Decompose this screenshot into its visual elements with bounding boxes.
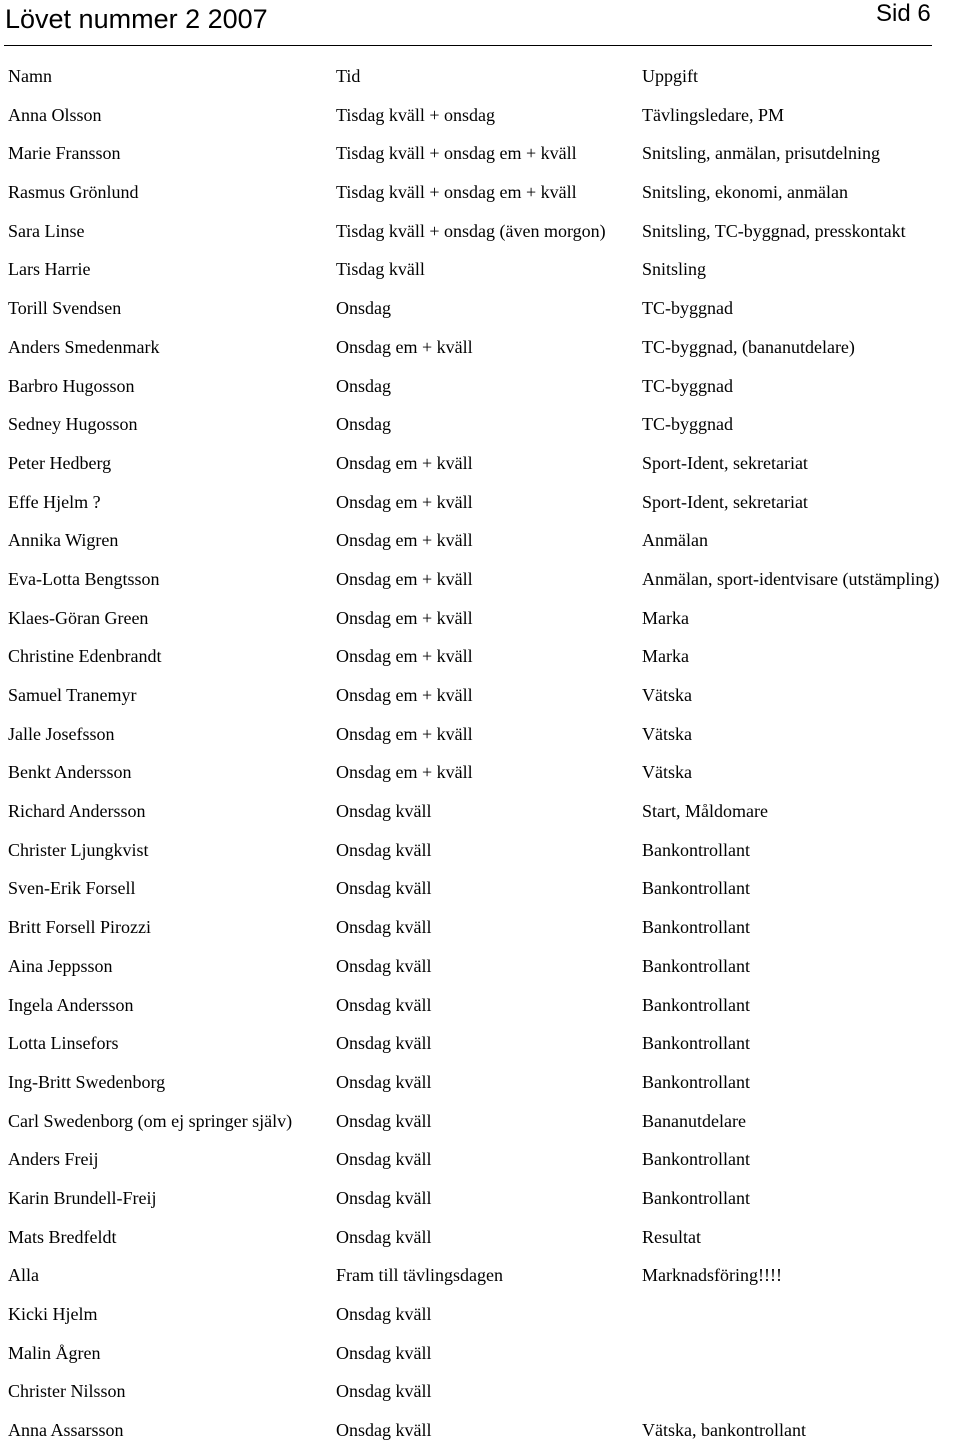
cell-time: Onsdag kväll bbox=[336, 1420, 432, 1441]
cell-task: Anmälan bbox=[642, 530, 708, 551]
cell-time: Onsdag kväll bbox=[336, 1110, 432, 1131]
cell-name: Eva-Lotta Bengtsson bbox=[8, 568, 160, 589]
cell-name: Mats Bredfeldt bbox=[8, 1226, 117, 1247]
table-row bbox=[0, 1294, 960, 1333]
cell-name: Kicki Hjelm bbox=[8, 1304, 98, 1324]
cell-name: Sedney Hugosson bbox=[8, 414, 138, 435]
page-header bbox=[0, 0, 960, 48]
cell-name: Klaes-Göran Green bbox=[8, 607, 149, 628]
cell-name: Aina Jeppsson bbox=[8, 955, 113, 976]
cell-time: Onsdag em + kväll bbox=[336, 530, 473, 551]
cell-time: Onsdag kväll bbox=[336, 1187, 432, 1208]
cell-task: Sport-Ident, sekretariat bbox=[642, 491, 808, 512]
cell-name: Anna Olsson bbox=[8, 104, 102, 125]
column-header-tid: Tid bbox=[336, 66, 361, 86]
cell-name: Barbro Hugosson bbox=[8, 375, 135, 396]
cell-time: Onsdag kväll bbox=[336, 1149, 432, 1170]
cell-task: TC-byggnad bbox=[642, 414, 733, 435]
cell-name: Annika Wigren bbox=[8, 530, 119, 551]
cell-task: Sport-Ident, sekretariat bbox=[642, 452, 808, 473]
cell-task: Snitsling, TC-byggnad, presskontakt bbox=[642, 220, 906, 241]
cell-name: Lars Harrie bbox=[8, 259, 91, 280]
cell-name: Marie Fransson bbox=[8, 143, 121, 164]
table-row bbox=[0, 95, 960, 134]
table-row bbox=[0, 675, 960, 714]
cell-time: Onsdag em + kväll bbox=[336, 685, 473, 705]
cell-name: Torill Svendsen bbox=[8, 298, 122, 319]
cell-name: Benkt Andersson bbox=[8, 762, 132, 783]
table-row bbox=[0, 1062, 960, 1101]
cell-task: Bankontrollant bbox=[642, 994, 750, 1015]
cell-task: Snitsling, anmälan, prisutdelning bbox=[642, 143, 880, 164]
cell-task: Bankontrollant bbox=[642, 839, 750, 860]
cell-task: Bananutdelare bbox=[642, 1110, 746, 1131]
cell-name: Carl Swedenborg (om ej springer själv) bbox=[8, 1110, 293, 1131]
cell-task: Bankontrollant bbox=[642, 1033, 750, 1054]
cell-task: Bankontrollant bbox=[642, 878, 750, 899]
table-row bbox=[0, 482, 960, 521]
cell-task: TC-byggnad, (bananutdelare) bbox=[642, 336, 855, 357]
cell-name: Richard Andersson bbox=[8, 801, 146, 822]
cell-task: Start, Måldomare bbox=[642, 801, 768, 822]
cell-time: Onsdag bbox=[336, 298, 391, 319]
cell-time: Onsdag kväll bbox=[336, 1071, 432, 1092]
table-row bbox=[0, 1217, 960, 1256]
table-row bbox=[0, 288, 960, 327]
page-number: Sid 6 bbox=[876, 0, 931, 27]
table-row bbox=[0, 1023, 960, 1062]
table-row bbox=[0, 946, 960, 985]
cell-name: Ingela Andersson bbox=[8, 994, 134, 1015]
cell-name: Christer Ljungkvist bbox=[8, 839, 149, 860]
cell-name: Britt Forsell Pirozzi bbox=[8, 917, 151, 938]
table-row bbox=[0, 1255, 960, 1294]
cell-time: Onsdag em + kväll bbox=[336, 452, 473, 473]
table-row bbox=[0, 1333, 960, 1372]
cell-name: Rasmus Grönlund bbox=[8, 182, 139, 203]
cell-name: Peter Hedberg bbox=[8, 452, 112, 473]
table-row bbox=[0, 133, 960, 172]
cell-name: Christine Edenbrandt bbox=[8, 646, 162, 667]
table-row bbox=[0, 520, 960, 559]
table-row bbox=[0, 404, 960, 443]
cell-time: Tisdag kväll + onsdag bbox=[336, 104, 495, 125]
cell-name: Christer Nilsson bbox=[8, 1381, 126, 1402]
cell-task: TC-byggnad bbox=[642, 298, 733, 319]
cell-time: Onsdag em + kväll bbox=[336, 568, 473, 589]
table-row bbox=[0, 868, 960, 907]
cell-task: Vätska bbox=[642, 723, 692, 744]
cell-time: Onsdag em + kväll bbox=[336, 646, 473, 667]
cell-task: Anmälan, sport-identvisare (utstämpling) bbox=[642, 568, 940, 589]
cell-name: Sven-Erik Forsell bbox=[8, 878, 136, 899]
cell-time: Onsdag em + kväll bbox=[336, 607, 473, 628]
document-title: Lövet nummer 2 2007 bbox=[5, 4, 268, 34]
cell-task: Vätska bbox=[642, 762, 692, 783]
cell-time: Onsdag kväll bbox=[336, 994, 432, 1015]
cell-name: Karin Brundell-Freij bbox=[8, 1187, 157, 1208]
table-row bbox=[0, 907, 960, 946]
cell-time: Onsdag bbox=[336, 414, 391, 435]
cell-name: Ing-Britt Swedenborg bbox=[8, 1071, 166, 1092]
table-row bbox=[0, 172, 960, 211]
cell-name: Jalle Josefsson bbox=[8, 723, 115, 744]
table-row bbox=[0, 327, 960, 366]
table-row bbox=[0, 443, 960, 482]
cell-task: Snitsling bbox=[642, 259, 707, 280]
volunteer-table bbox=[0, 56, 960, 1449]
cell-name: Alla bbox=[8, 1265, 39, 1286]
cell-name: Malin Ågren bbox=[8, 1342, 101, 1363]
cell-task: Bankontrollant bbox=[642, 917, 750, 938]
cell-time: Onsdag kväll bbox=[336, 839, 432, 860]
table-row bbox=[0, 791, 960, 830]
table-row bbox=[0, 211, 960, 250]
cell-time: Tisdag kväll + onsdag (även morgon) bbox=[336, 220, 606, 241]
table-row bbox=[0, 636, 960, 675]
table-row bbox=[0, 985, 960, 1024]
cell-time: Onsdag kväll bbox=[336, 1033, 432, 1054]
cell-time: Fram till tävlingsdagen bbox=[336, 1265, 503, 1286]
cell-task: Snitsling, ekonomi, anmälan bbox=[642, 182, 848, 203]
cell-task: Marka bbox=[642, 646, 689, 667]
cell-task: Vätska bbox=[642, 685, 692, 705]
table-row bbox=[0, 1139, 960, 1178]
table-row bbox=[0, 1178, 960, 1217]
cell-time: Onsdag em + kväll bbox=[336, 723, 473, 744]
cell-task: Tävlingsledare, PM bbox=[642, 104, 784, 125]
cell-task: TC-byggnad bbox=[642, 375, 733, 396]
cell-time: Onsdag em + kväll bbox=[336, 491, 473, 512]
cell-name: Anders Freij bbox=[8, 1149, 99, 1170]
cell-name: Effe Hjelm ? bbox=[8, 491, 101, 512]
column-header-namn: Namn bbox=[8, 66, 52, 86]
table-row bbox=[0, 249, 960, 288]
cell-time: Tisdag kväll + onsdag em + kväll bbox=[336, 143, 577, 164]
table-row bbox=[0, 1101, 960, 1140]
cell-time: Onsdag kväll bbox=[336, 917, 432, 938]
table-header-row bbox=[0, 56, 960, 95]
cell-time: Onsdag kväll bbox=[336, 878, 432, 899]
cell-name: Sara Linse bbox=[8, 220, 85, 241]
cell-name: Lotta Linsefors bbox=[8, 1033, 119, 1054]
cell-name: Anders Smedenmark bbox=[8, 336, 160, 357]
table-row bbox=[0, 1371, 960, 1410]
cell-time: Onsdag kväll bbox=[336, 1226, 432, 1247]
table-row bbox=[0, 1410, 960, 1449]
cell-time: Onsdag kväll bbox=[336, 1342, 432, 1363]
cell-task: Marka bbox=[642, 607, 689, 628]
table-row bbox=[0, 752, 960, 791]
cell-task: Bankontrollant bbox=[642, 1187, 750, 1208]
table-row bbox=[0, 559, 960, 598]
table-row bbox=[0, 366, 960, 405]
cell-time: Onsdag kväll bbox=[336, 1304, 432, 1324]
table-row bbox=[0, 598, 960, 637]
cell-time: Onsdag kväll bbox=[336, 1381, 432, 1402]
table-row bbox=[0, 714, 960, 753]
cell-name: Samuel Tranemyr bbox=[8, 685, 137, 705]
cell-task: Marknadsföring!!!! bbox=[642, 1265, 782, 1286]
cell-time: Onsdag kväll bbox=[336, 801, 432, 822]
cell-time: Onsdag em + kväll bbox=[336, 762, 473, 783]
cell-time: Onsdag kväll bbox=[336, 955, 432, 976]
cell-task: Resultat bbox=[642, 1226, 701, 1247]
cell-task: Bankontrollant bbox=[642, 955, 750, 976]
cell-task: Vätska, bankontrollant bbox=[642, 1420, 806, 1441]
cell-time: Tisdag kväll + onsdag em + kväll bbox=[336, 182, 577, 203]
cell-task: Bankontrollant bbox=[642, 1149, 750, 1170]
cell-name: Anna Assarsson bbox=[8, 1420, 124, 1441]
cell-task: Bankontrollant bbox=[642, 1071, 750, 1092]
cell-time: Tisdag kväll bbox=[336, 259, 425, 280]
cell-time: Onsdag bbox=[336, 375, 391, 396]
table-row bbox=[0, 830, 960, 869]
cell-time: Onsdag em + kväll bbox=[336, 336, 473, 357]
header-divider bbox=[4, 45, 932, 46]
column-header-uppgift: Uppgift bbox=[642, 66, 698, 86]
